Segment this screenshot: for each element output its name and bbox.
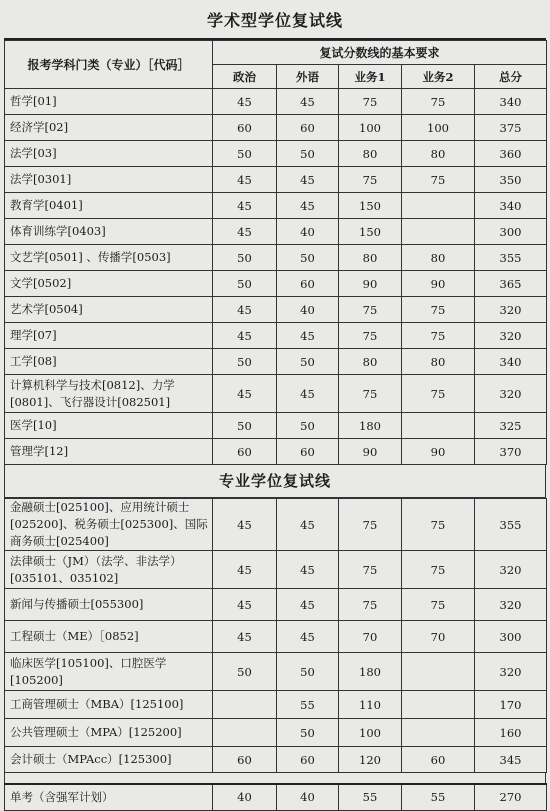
score-table-page <box>4 0 546 805</box>
score-cell: 75 <box>339 589 402 621</box>
score-cell <box>402 691 475 719</box>
score-cell: 90 <box>402 439 475 465</box>
score-cell: 350 <box>475 167 547 193</box>
score-cell: 45 <box>213 375 277 413</box>
table-row <box>5 141 547 167</box>
score-cell: 45 <box>213 219 277 245</box>
score-cell: 320 <box>475 375 547 413</box>
table-row <box>5 89 547 115</box>
score-cell: 90 <box>339 271 402 297</box>
score-cell: 45 <box>213 323 277 349</box>
score-cell: 45 <box>213 89 277 115</box>
row-name: 哲学[01] <box>5 89 213 115</box>
score-cell: 45 <box>213 551 277 589</box>
table-row <box>5 375 547 413</box>
score-cell: 355 <box>475 499 547 551</box>
score-cell: 60 <box>213 115 277 141</box>
row-name: 公共管理硕士（MPA）[125200] <box>5 719 213 747</box>
score-cell: 75 <box>402 375 475 413</box>
score-cell: 45 <box>213 621 277 653</box>
row-name: 法学[03] <box>5 141 213 167</box>
score-cell: 100 <box>339 719 402 747</box>
score-cell: 50 <box>277 141 339 167</box>
col-header: 总分 <box>475 65 547 89</box>
score-cell: 40 <box>277 297 339 323</box>
score-cell: 80 <box>402 245 475 271</box>
score-cell: 75 <box>339 167 402 193</box>
score-cell: 300 <box>475 621 547 653</box>
table-row <box>5 297 547 323</box>
table-row <box>5 323 547 349</box>
score-cell: 75 <box>339 323 402 349</box>
row-name: 单考（含强军计划） <box>5 784 213 810</box>
score-cell: 75 <box>402 167 475 193</box>
score-cell: 50 <box>213 141 277 167</box>
score-cell: 60 <box>213 439 277 465</box>
row-name: 文学[0502] <box>5 271 213 297</box>
score-cell: 180 <box>339 653 402 691</box>
score-cell: 45 <box>213 589 277 621</box>
score-cell <box>402 193 475 219</box>
table-row <box>5 413 547 439</box>
score-cell: 70 <box>339 621 402 653</box>
score-cell: 60 <box>277 439 339 465</box>
score-cell: 45 <box>277 89 339 115</box>
header-subject: 报考学科门类（专业）［代码］ <box>5 41 213 89</box>
score-cell: 320 <box>475 589 547 621</box>
score-cell: 45 <box>213 297 277 323</box>
score-cell: 75 <box>339 297 402 323</box>
row-name: 会计硕士（MPAcc）[125300] <box>5 747 213 773</box>
score-cell <box>402 719 475 747</box>
score-cell: 45 <box>277 375 339 413</box>
score-cell: 180 <box>339 413 402 439</box>
row-name: 临床医学[105100]、口腔医学[105200] <box>5 653 213 691</box>
score-cell: 50 <box>213 271 277 297</box>
table-row <box>5 621 547 653</box>
score-cell: 320 <box>475 323 547 349</box>
row-name: 法律硕士（JM）（法学、非法学）[035101、035102] <box>5 551 213 589</box>
table-row <box>5 349 547 375</box>
row-name: 教育学[0401] <box>5 193 213 219</box>
score-cell: 50 <box>277 413 339 439</box>
score-cell <box>213 719 277 747</box>
table-row <box>5 439 547 465</box>
score-cell: 270 <box>475 784 547 810</box>
score-cell: 80 <box>402 349 475 375</box>
score-cell: 75 <box>402 499 475 551</box>
score-cell: 45 <box>277 167 339 193</box>
score-cell: 45 <box>277 499 339 551</box>
score-cell: 300 <box>475 219 547 245</box>
score-cell: 45 <box>213 193 277 219</box>
row-name: 管理学[12] <box>5 439 213 465</box>
row-name: 工程硕士（ME）［0852] <box>5 621 213 653</box>
row-name: 艺术学[0504] <box>5 297 213 323</box>
score-cell: 45 <box>277 551 339 589</box>
professional-title-text: 专业学位复试线 <box>218 472 331 490</box>
table-row <box>5 747 547 773</box>
score-cell: 320 <box>475 297 547 323</box>
score-cell: 355 <box>475 245 547 271</box>
score-cell: 40 <box>277 219 339 245</box>
score-cell: 340 <box>475 89 547 115</box>
row-name: 计算机科学与技术[0812]、力学[0801]、飞行器设计[082501] <box>5 375 213 413</box>
score-cell: 320 <box>475 653 547 691</box>
row-name: 法学[0301] <box>5 167 213 193</box>
table-row <box>5 193 547 219</box>
score-cell: 75 <box>402 89 475 115</box>
row-name: 体育训练学[0403] <box>5 219 213 245</box>
score-cell: 45 <box>277 621 339 653</box>
section-gap <box>4 773 546 783</box>
score-cell: 45 <box>213 499 277 551</box>
professional-title <box>4 465 546 498</box>
score-cell: 45 <box>277 193 339 219</box>
score-cell <box>213 691 277 719</box>
score-cell: 50 <box>213 653 277 691</box>
score-cell: 325 <box>475 413 547 439</box>
score-cell <box>402 219 475 245</box>
row-name: 文艺学[0501] 、传播学[0503] <box>5 245 213 271</box>
score-cell: 340 <box>475 349 547 375</box>
score-cell: 45 <box>277 589 339 621</box>
score-cell: 100 <box>402 115 475 141</box>
score-cell: 320 <box>475 551 547 589</box>
score-cell: 45 <box>277 323 339 349</box>
score-cell: 75 <box>339 499 402 551</box>
score-cell: 100 <box>339 115 402 141</box>
col-header: 外语 <box>277 65 339 89</box>
score-cell: 365 <box>475 271 547 297</box>
table-row <box>5 219 547 245</box>
score-cell: 40 <box>213 784 277 810</box>
score-cell: 340 <box>475 193 547 219</box>
header-group: 复试分数线的基本要求 <box>213 41 547 65</box>
professional-table <box>4 498 547 773</box>
score-cell: 75 <box>339 551 402 589</box>
table-row <box>5 115 547 141</box>
score-cell: 40 <box>277 784 339 810</box>
score-cell: 50 <box>277 349 339 375</box>
table-row <box>5 784 547 810</box>
score-cell: 50 <box>213 413 277 439</box>
score-cell: 55 <box>402 784 475 810</box>
score-cell: 80 <box>339 349 402 375</box>
score-cell: 60 <box>277 115 339 141</box>
score-cell: 375 <box>475 115 547 141</box>
row-name: 医学[10] <box>5 413 213 439</box>
score-cell: 150 <box>339 193 402 219</box>
table-row <box>5 551 547 589</box>
score-cell: 160 <box>475 719 547 747</box>
score-cell: 110 <box>339 691 402 719</box>
score-cell: 60 <box>277 271 339 297</box>
score-cell: 75 <box>402 551 475 589</box>
score-cell: 345 <box>475 747 547 773</box>
score-cell: 70 <box>402 621 475 653</box>
score-cell: 120 <box>339 747 402 773</box>
score-cell: 50 <box>277 653 339 691</box>
academic-title: 学术型学位复试线 <box>4 0 546 40</box>
score-cell: 60 <box>213 747 277 773</box>
score-cell: 50 <box>277 245 339 271</box>
row-name: 新闻与传播硕士[055300] <box>5 589 213 621</box>
table-row <box>5 245 547 271</box>
special-table <box>4 783 547 811</box>
row-name: 理学[07] <box>5 323 213 349</box>
table-row <box>5 653 547 691</box>
academic-table <box>4 40 547 465</box>
col-header: 业务1 <box>339 65 402 89</box>
score-cell: 370 <box>475 439 547 465</box>
score-cell: 75 <box>402 589 475 621</box>
table-row <box>5 589 547 621</box>
score-cell: 50 <box>213 245 277 271</box>
score-cell: 80 <box>339 245 402 271</box>
score-cell: 360 <box>475 141 547 167</box>
score-cell: 45 <box>213 167 277 193</box>
score-cell: 75 <box>339 375 402 413</box>
row-name: 金融硕士[025100]、应用统计硕士[025200]、税务硕士[025300]、国际商务硕士[025400] <box>5 499 213 551</box>
table-row <box>5 271 547 297</box>
score-cell: 60 <box>277 747 339 773</box>
score-cell: 55 <box>339 784 402 810</box>
table-row <box>5 167 547 193</box>
score-cell <box>402 413 475 439</box>
col-header: 业务2 <box>402 65 475 89</box>
score-cell <box>402 653 475 691</box>
row-name: 经济学[02] <box>5 115 213 141</box>
table-row <box>5 691 547 719</box>
table-row <box>5 719 547 747</box>
table-row <box>5 499 547 551</box>
score-cell: 75 <box>339 89 402 115</box>
score-cell: 75 <box>402 297 475 323</box>
col-header: 政治 <box>213 65 277 89</box>
score-cell: 80 <box>339 141 402 167</box>
row-name: 工商管理硕士（MBA）[125100] <box>5 691 213 719</box>
score-cell: 170 <box>475 691 547 719</box>
score-cell: 50 <box>213 349 277 375</box>
score-cell: 60 <box>402 747 475 773</box>
score-cell: 55 <box>277 691 339 719</box>
score-cell: 50 <box>277 719 339 747</box>
score-cell: 90 <box>402 271 475 297</box>
score-cell: 150 <box>339 219 402 245</box>
score-cell: 80 <box>402 141 475 167</box>
score-cell: 90 <box>339 439 402 465</box>
row-name: 工学[08] <box>5 349 213 375</box>
score-cell: 75 <box>402 323 475 349</box>
